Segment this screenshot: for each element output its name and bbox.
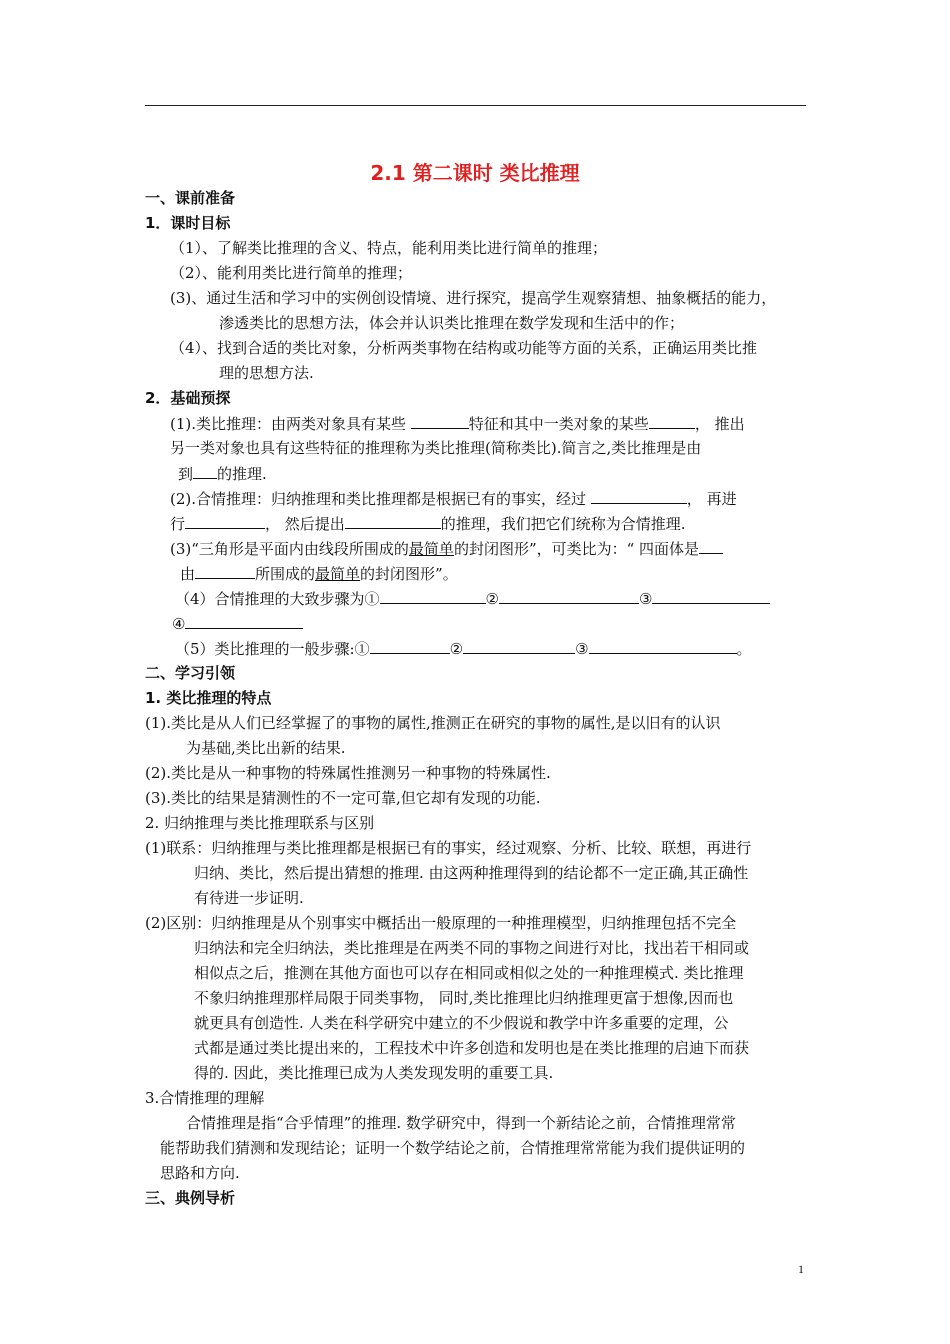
text: (1).类比推理：由两类对象具有某些 <box>170 415 411 433</box>
text: （4）合情推理的大致步骤为① <box>175 590 380 608</box>
difference-line-5: 就更具有创造性. 人类在科学研究中建立的不少假说和教学中许多重要的定理，公 <box>194 1014 729 1032</box>
fill-blank[interactable] <box>411 413 469 429</box>
text: (2).合情推理：归纳推理和类比推理都是根据已有的事实，经过 <box>170 490 591 508</box>
relation-line-3: 有待进一步证明. <box>194 889 304 907</box>
text: 的推理，我们把它们统称为合情推理. <box>440 515 686 533</box>
text: 的封闭图形”，可类比为：“ 四面体是 <box>453 540 700 558</box>
fill-blank[interactable] <box>185 613 303 629</box>
plausible-line-1: 合情推理是指“合乎情理”的推理. 数学研究中，得到一个新结论之前，合情推理常常 <box>186 1114 736 1132</box>
preview-2-line-1 <box>170 488 737 509</box>
fill-blank[interactable] <box>463 638 575 654</box>
fill-blank[interactable] <box>370 638 450 654</box>
section-heading-2: 二、学习引领 <box>145 664 236 682</box>
fill-blank[interactable] <box>193 463 217 479</box>
text: 。 <box>736 640 752 658</box>
header-rule <box>145 105 806 106</box>
subheading-plausible-reasoning: 3.合情推理的理解 <box>145 1089 265 1107</box>
feature-1-line-2: 为基础,类比出新的结果. <box>186 739 346 757</box>
plausible-line-3: 思路和方向. <box>160 1164 240 1182</box>
preview-4-line-1 <box>175 588 770 609</box>
text: 特征和其中一类对象的某些 <box>468 415 649 433</box>
text: ， 再进 <box>686 490 737 508</box>
preview-5 <box>175 638 752 659</box>
fill-blank[interactable] <box>195 563 255 579</box>
text: 的推理. <box>217 465 267 483</box>
text: ， 然后提出 <box>265 515 345 533</box>
feature-2: (2).类比是从一种事物的特殊属性推测另一种事物的特殊属性. <box>145 764 551 782</box>
text: 到 <box>178 465 194 483</box>
fill-blank[interactable] <box>589 638 737 654</box>
section-heading-3: 三、典例导析 <box>145 1189 236 1207</box>
text: 的封闭图形”。 <box>360 565 458 583</box>
goal-4-line-1: （4）、找到合适的类比对象，分析两类事物在结构或功能等方面的关系，正确运用类比推 <box>170 339 758 357</box>
text: (3)“三角形是平面内由线段所围成的 <box>170 540 409 558</box>
subheading-course-goals: 1．课时目标 <box>145 214 231 232</box>
text: 由 <box>180 565 196 583</box>
text: ② <box>449 640 464 658</box>
page-number: 1 <box>798 1262 804 1276</box>
preview-4-line-2 <box>172 613 303 634</box>
text: （5）类比推理的一般步骤:① <box>175 640 370 658</box>
section-heading-1: 一、课前准备 <box>145 189 236 207</box>
text: 所围成的 <box>255 565 316 583</box>
goal-1: （1）、了解类比推理的含义、特点，能利用类比进行简单的推理； <box>170 239 608 257</box>
goal-3-line-1: (3)、通过生活和学习中的实例创设情境、进行探究，提高学生观察猜想、抽象概括的能力， <box>170 289 777 307</box>
difference-line-2: 归纳法和完全归纳法，类比推理是在两类不同的事物之间进行对比，找出若干相同或 <box>194 939 750 957</box>
underlined-text: 最简单 <box>408 540 454 558</box>
subheading-basic-preview: 2．基础预探 <box>145 389 231 407</box>
goal-2: （2）、能利用类比进行简单的推理； <box>170 264 413 282</box>
text: ② <box>485 590 499 608</box>
subheading-relation-difference: 2. 归纳推理与类比推理联系与区别 <box>145 814 375 832</box>
fill-blank[interactable] <box>591 488 687 504</box>
text: 行 <box>170 515 186 533</box>
text: ③ <box>575 640 589 658</box>
preview-2-line-2 <box>170 513 686 534</box>
fill-blank[interactable] <box>499 588 639 604</box>
difference-line-7: 得的. 因此，类比推理已成为人类发现发明的重要工具. <box>194 1064 554 1082</box>
fill-blank[interactable] <box>185 513 265 529</box>
difference-line-3: 相似点之后，推测在其他方面也可以存在相同或相似之处的一种推理模式. 类比推理 <box>194 964 744 982</box>
preview-3-line-1 <box>170 538 723 559</box>
relation-line-1: (1)联系：归纳推理与类比推理都是根据已有的事实，经过观察、分析、比较、联想，再进行 <box>145 839 752 857</box>
page-title: 2.1 第二课时 类比推理 <box>370 161 580 185</box>
difference-line-1: (2)区别：归纳推理是从个别事实中概括出一般原理的一种推理模型，归纳推理包括不完全 <box>145 914 737 932</box>
plausible-line-2: 能帮助我们猜测和发现结论；证明一个数学结论之前，合情推理常常能为我们提供证明的 <box>160 1139 746 1157</box>
text: ③ <box>639 590 653 608</box>
text: ④ <box>172 615 186 633</box>
feature-1-line-1: (1).类比是从人们已经掌握了的事物的属性,推测正在研究的事物的属性,是以旧有的认识 <box>145 714 721 732</box>
text: ， 推出 <box>694 415 745 433</box>
goal-3-line-2: 渗透类比的思想方法，体会并认识类比推理在数学发现和生活中的作； <box>219 314 685 332</box>
goal-4-line-2: 理的思想方法. <box>219 364 314 382</box>
subheading-analogy-features: 1. 类比推理的特点 <box>145 689 272 707</box>
preview-1-line-3 <box>178 463 267 484</box>
fill-blank[interactable] <box>652 588 770 604</box>
preview-1-line-1 <box>170 413 745 434</box>
preview-1-line-2: 另一类对象也具有这些特征的推理称为类比推理(简称类比).简言之,类比推理是由 <box>170 439 702 457</box>
fill-blank[interactable] <box>380 588 486 604</box>
fill-blank[interactable] <box>699 538 723 554</box>
fill-blank[interactable] <box>345 513 441 529</box>
fill-blank[interactable] <box>649 413 695 429</box>
relation-line-2: 归纳、类比，然后提出猜想的推理. 由这两种推理得到的结论都不一定正确,其正确性 <box>194 864 749 882</box>
feature-3: (3).类比的结果是猜测性的不一定可靠,但它却有发现的功能. <box>145 789 541 807</box>
difference-line-4: 不象归纳推理那样局限于同类事物， 同时,类比推理比归纳推理更富于想像,因而也 <box>194 989 734 1007</box>
underlined-text: 最简单 <box>315 565 361 583</box>
preview-3-line-2 <box>180 563 458 584</box>
difference-line-6: 式都是通过类比提出来的，工程技术中许多创造和发明也是在类比推理的启迪下而获 <box>194 1039 750 1057</box>
